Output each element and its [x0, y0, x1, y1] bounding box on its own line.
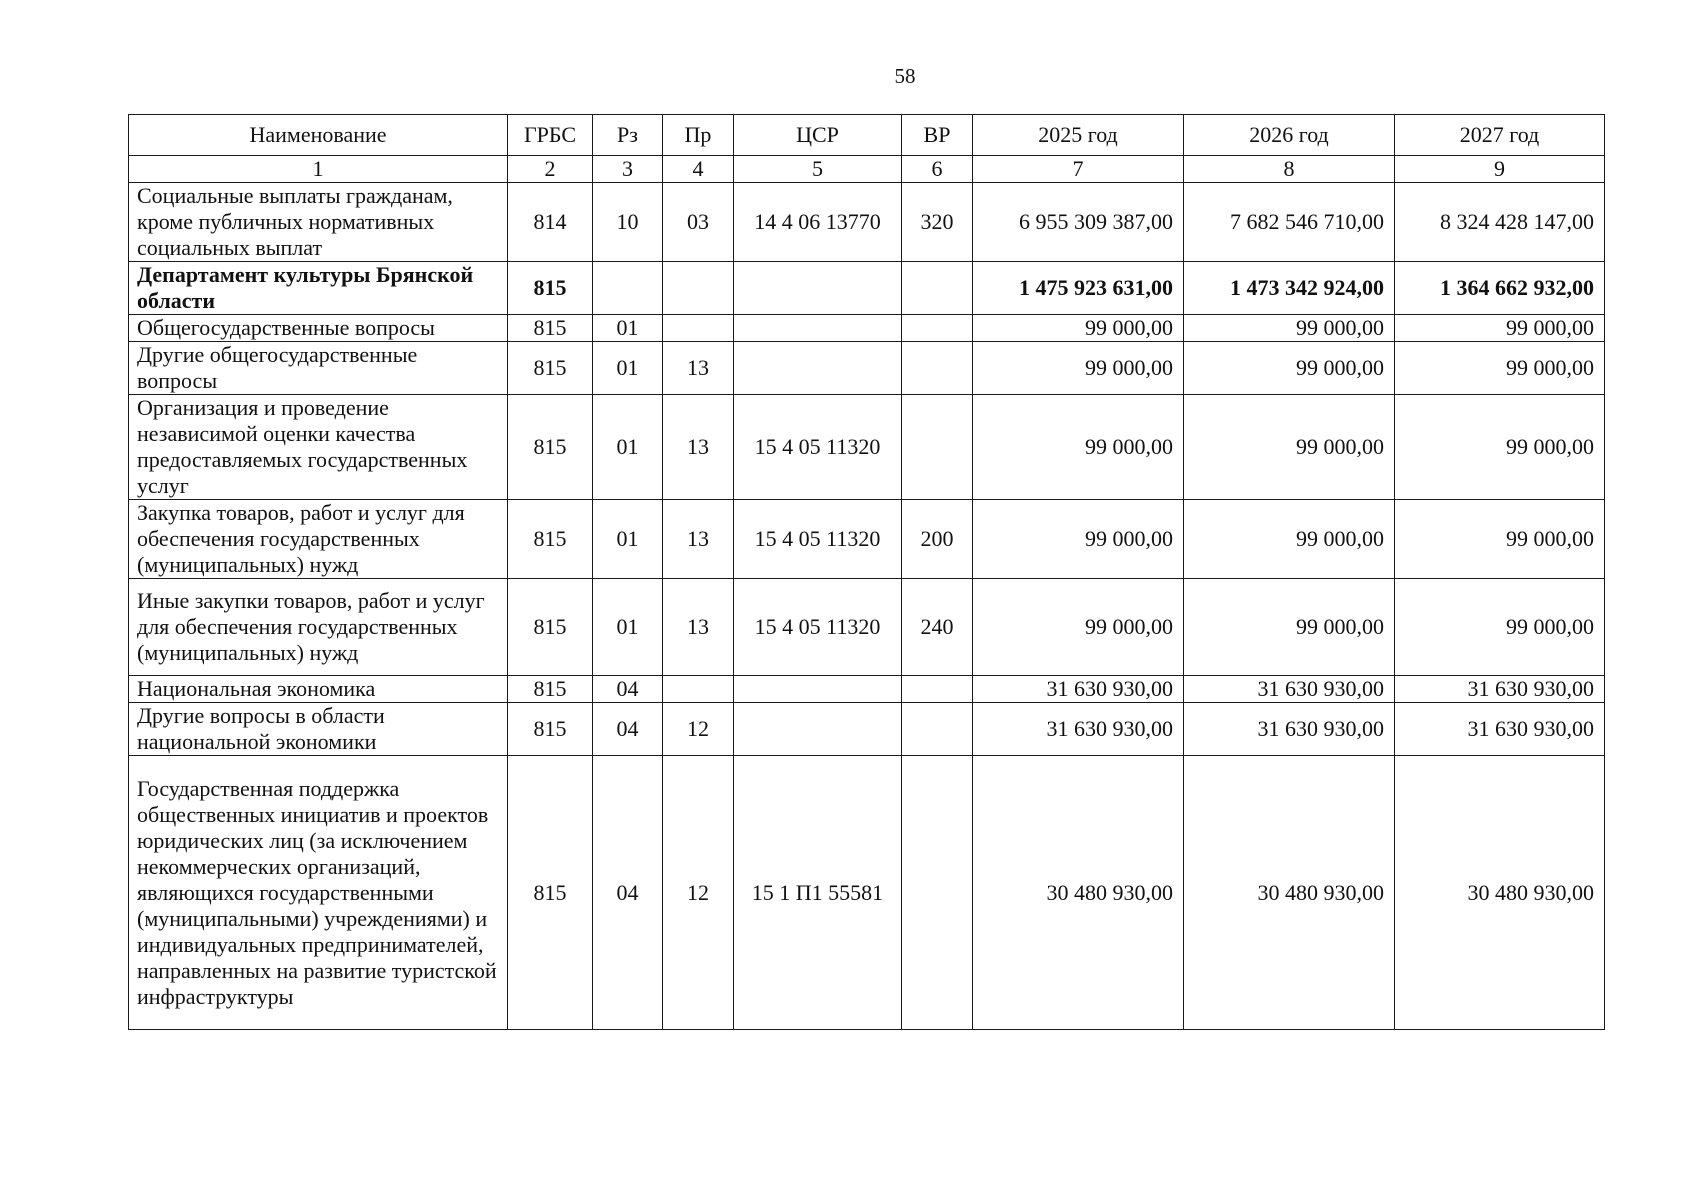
amount-2027: 99 000,00 [1395, 395, 1605, 500]
cell-pr: 03 [663, 183, 734, 262]
cell-vr [902, 703, 973, 756]
amount-2025: 99 000,00 [973, 342, 1184, 395]
cell-csr [734, 676, 902, 703]
cell-grbs: 815 [508, 756, 593, 1030]
cell-csr: 15 4 05 11320 [734, 500, 902, 579]
row-name: Закупка товаров, работ и услуг для обеспечения государственных (муниципальных) нужд [129, 500, 508, 579]
cell-grbs: 815 [508, 342, 593, 395]
amount-2026: 30 480 930,00 [1184, 756, 1395, 1030]
header-row [129, 115, 1605, 156]
amount-2026: 31 630 930,00 [1184, 676, 1395, 703]
amount-2026: 99 000,00 [1184, 579, 1395, 676]
cell-grbs: 814 [508, 183, 593, 262]
row-name: Социальные выплаты гражданам, кроме публичных нормативных социальных выплат [129, 183, 508, 262]
header-grbs: ГРБС [508, 115, 593, 156]
cell-csr [734, 342, 902, 395]
row-name: Другие вопросы в области национальной экономики [129, 703, 508, 756]
amount-2027: 8 324 428 147,00 [1395, 183, 1605, 262]
cell-pr [663, 676, 734, 703]
amount-2026: 99 000,00 [1184, 500, 1395, 579]
cell-pr: 12 [663, 756, 734, 1030]
cell-csr [734, 703, 902, 756]
cell-pr: 13 [663, 395, 734, 500]
header-2027: 2027 год [1395, 115, 1605, 156]
column-number: 2 [508, 156, 593, 183]
cell-grbs: 815 [508, 395, 593, 500]
column-number: 3 [593, 156, 663, 183]
header-pr: Пр [663, 115, 734, 156]
cell-grbs: 815 [508, 315, 593, 342]
cell-csr: 15 1 П1 55581 [734, 756, 902, 1030]
cell-rz: 04 [593, 676, 663, 703]
header-vr: ВР [902, 115, 973, 156]
amount-2027: 30 480 930,00 [1395, 756, 1605, 1030]
amount-2026: 7 682 546 710,00 [1184, 183, 1395, 262]
cell-vr [902, 342, 973, 395]
amount-2025: 99 000,00 [973, 579, 1184, 676]
cell-vr [902, 262, 973, 315]
header-2025: 2025 год [973, 115, 1184, 156]
amount-2027: 1 364 662 932,00 [1395, 262, 1605, 315]
cell-pr: 13 [663, 342, 734, 395]
cell-rz: 01 [593, 500, 663, 579]
column-number: 6 [902, 156, 973, 183]
cell-vr: 200 [902, 500, 973, 579]
amount-2025: 99 000,00 [973, 500, 1184, 579]
column-number: 8 [1184, 156, 1395, 183]
amount-2027: 31 630 930,00 [1395, 676, 1605, 703]
column-number: 5 [734, 156, 902, 183]
cell-csr: 15 4 05 11320 [734, 579, 902, 676]
row-name: Государственная поддержка общественных инициатив и проектов юридических лиц (за исключением некоммерческих организаций, являющихся государственными (муниципальными) учреждениями) и индивидуальных предпринимателей, направленных на развитие туристской инфраструктуры [129, 756, 508, 1030]
cell-pr [663, 262, 734, 315]
cell-vr [902, 756, 973, 1030]
page-number: 58 [894, 64, 916, 88]
amount-2026: 99 000,00 [1184, 395, 1395, 500]
amount-2025: 31 630 930,00 [973, 703, 1184, 756]
cell-grbs: 815 [508, 676, 593, 703]
cell-csr: 14 4 06 13770 [734, 183, 902, 262]
table-row [129, 703, 1605, 756]
cell-rz: 01 [593, 315, 663, 342]
cell-rz [593, 262, 663, 315]
table-row [129, 756, 1605, 1030]
table-row [129, 579, 1605, 676]
amount-2027: 31 630 930,00 [1395, 703, 1605, 756]
cell-rz: 04 [593, 703, 663, 756]
cell-csr: 15 4 05 11320 [734, 395, 902, 500]
row-name: Организация и проведение независимой оценки качества предоставляемых государственных услуг [129, 395, 508, 500]
column-number: 9 [1395, 156, 1605, 183]
cell-vr: 240 [902, 579, 973, 676]
table-row [129, 500, 1605, 579]
table-row [129, 676, 1605, 703]
cell-rz: 10 [593, 183, 663, 262]
column-number: 1 [129, 156, 508, 183]
table-row [129, 395, 1605, 500]
header-name: Наименование [129, 115, 508, 156]
table-row [129, 315, 1605, 342]
row-name: Национальная экономика [129, 676, 508, 703]
cell-vr [902, 315, 973, 342]
cell-grbs: 815 [508, 500, 593, 579]
cell-csr [734, 262, 902, 315]
amount-2025: 1 475 923 631,00 [973, 262, 1184, 315]
amount-2025: 6 955 309 387,00 [973, 183, 1184, 262]
header-rz: Рз [593, 115, 663, 156]
row-name: Иные закупки товаров, работ и услуг для обеспечения государственных (муниципальных) нужд [129, 579, 508, 676]
column-number-row [129, 156, 1605, 183]
amount-2027: 99 000,00 [1395, 342, 1605, 395]
cell-rz: 04 [593, 756, 663, 1030]
amount-2027: 99 000,00 [1395, 315, 1605, 342]
amount-2026: 99 000,00 [1184, 342, 1395, 395]
cell-rz: 01 [593, 342, 663, 395]
amount-2027: 99 000,00 [1395, 500, 1605, 579]
cell-rz: 01 [593, 579, 663, 676]
table-row [129, 183, 1605, 262]
header-2026: 2026 год [1184, 115, 1395, 156]
cell-vr: 320 [902, 183, 973, 262]
amount-2026: 31 630 930,00 [1184, 703, 1395, 756]
amount-2025: 30 480 930,00 [973, 756, 1184, 1030]
cell-grbs: 815 [508, 579, 593, 676]
cell-grbs: 815 [508, 262, 593, 315]
cell-pr: 13 [663, 500, 734, 579]
amount-2025: 99 000,00 [973, 315, 1184, 342]
column-number: 7 [973, 156, 1184, 183]
amount-2025: 99 000,00 [973, 395, 1184, 500]
column-number: 4 [663, 156, 734, 183]
row-name: Общегосударственные вопросы [129, 315, 508, 342]
table-row [129, 262, 1605, 315]
cell-rz: 01 [593, 395, 663, 500]
cell-vr [902, 395, 973, 500]
amount-2026: 1 473 342 924,00 [1184, 262, 1395, 315]
cell-pr: 13 [663, 579, 734, 676]
row-name: Департамент культуры Брянской области [129, 262, 508, 315]
header-csr: ЦСР [734, 115, 902, 156]
budget-table [128, 114, 1605, 1030]
row-name: Другие общегосударственные вопросы [129, 342, 508, 395]
amount-2026: 99 000,00 [1184, 315, 1395, 342]
cell-csr [734, 315, 902, 342]
table-row [129, 342, 1605, 395]
cell-grbs: 815 [508, 703, 593, 756]
cell-pr [663, 315, 734, 342]
amount-2027: 99 000,00 [1395, 579, 1605, 676]
cell-vr [902, 676, 973, 703]
amount-2025: 31 630 930,00 [973, 676, 1184, 703]
cell-pr: 12 [663, 703, 734, 756]
